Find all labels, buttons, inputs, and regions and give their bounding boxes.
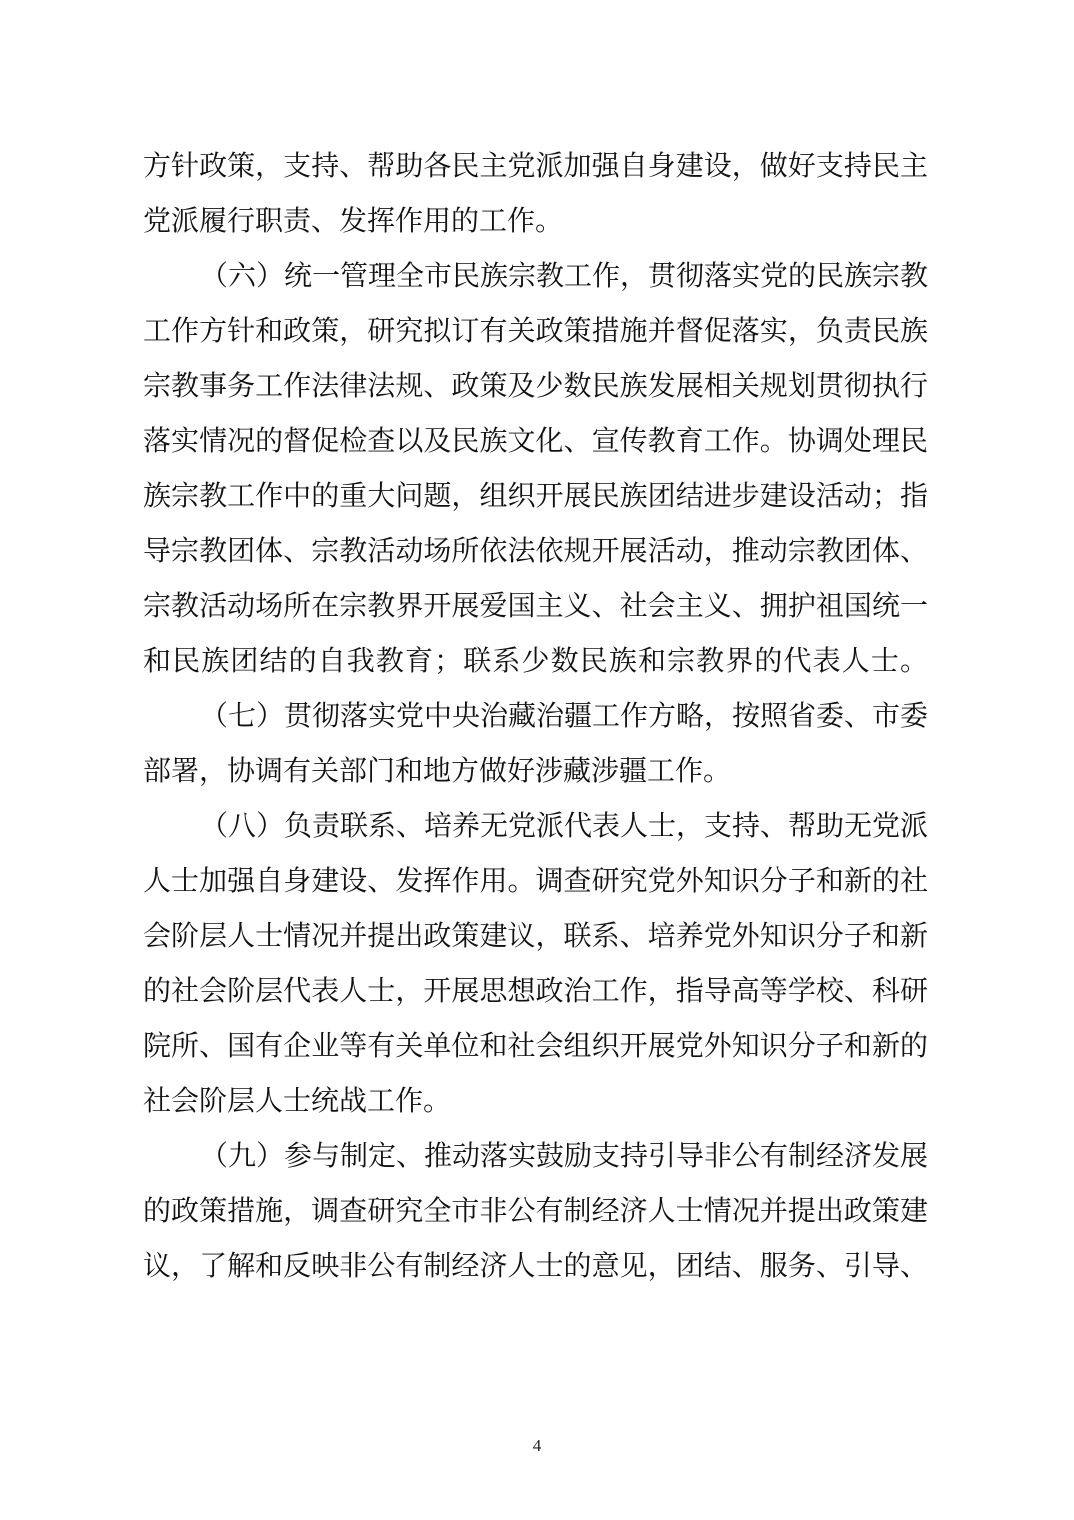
paragraph-start-line: （六）统一管理全市民族宗教工作，贯彻落实党的民族宗教 — [200, 259, 929, 292]
body-text — [143, 138, 928, 1293]
text-line: 议，了解和反映非公有制经济人士的意见，团结、服务、引导、 — [143, 1249, 928, 1282]
text-line: 宗教活动场所在宗教界开展爱国主义、社会主义、拥护祖国统一 — [143, 589, 928, 622]
text-line: 部署，协调有关部门和地方做好涉藏涉疆工作。 — [143, 754, 732, 787]
paragraph-start-line: （七）贯彻落实党中央治藏治疆工作方略，按照省委、市委 — [200, 699, 929, 732]
paragraph-start-line: （八）负责联系、培养无党派代表人士，支持、帮助无党派 — [200, 809, 929, 842]
text-line: 方针政策，支持、帮助各民主党派加强自身建设，做好支持民主 — [143, 149, 928, 182]
text-line: 宗教事务工作法律法规、政策及少数民族发展相关规划贯彻执行 — [143, 369, 928, 402]
text-line: 落实情况的督促检查以及民族文化、宣传教育工作。协调处理民 — [143, 424, 928, 457]
text-line: 导宗教团体、宗教活动场所依法依规开展活动，推动宗教团体、 — [143, 534, 928, 567]
text-line: 和民族团结的自我教育；联系少数民族和宗教界的代表人士。 — [143, 644, 928, 677]
page-number: 4 — [532, 1436, 542, 1455]
text-line: 党派履行职责、发挥作用的工作。 — [143, 204, 564, 237]
text-line: 工作方针和政策，研究拟订有关政策措施并督促落实，负责民族 — [143, 314, 928, 347]
text-line: 的社会阶层代表人士，开展思想政治工作，指导高等学校、科研 — [143, 974, 928, 1007]
text-line: 族宗教工作中的重大问题，组织开展民族团结进步建设活动；指 — [143, 479, 928, 512]
text-line: 院所、国有企业等有关单位和社会组织开展党外知识分子和新的 — [143, 1029, 928, 1062]
text-line: 社会阶层人士统战工作。 — [143, 1084, 452, 1117]
text-line: 的政策措施，调查研究全市非公有制经济人士情况并提出政策建 — [143, 1194, 928, 1227]
text-line: 人士加强自身建设、发挥作用。调查研究党外知识分子和新的社 — [143, 864, 928, 897]
text-line: 会阶层人士情况并提出政策建议，联系、培养党外知识分子和新 — [143, 919, 928, 952]
paragraph-start-line: （九）参与制定、推动落实鼓励支持引导非公有制经济发展 — [200, 1139, 929, 1172]
